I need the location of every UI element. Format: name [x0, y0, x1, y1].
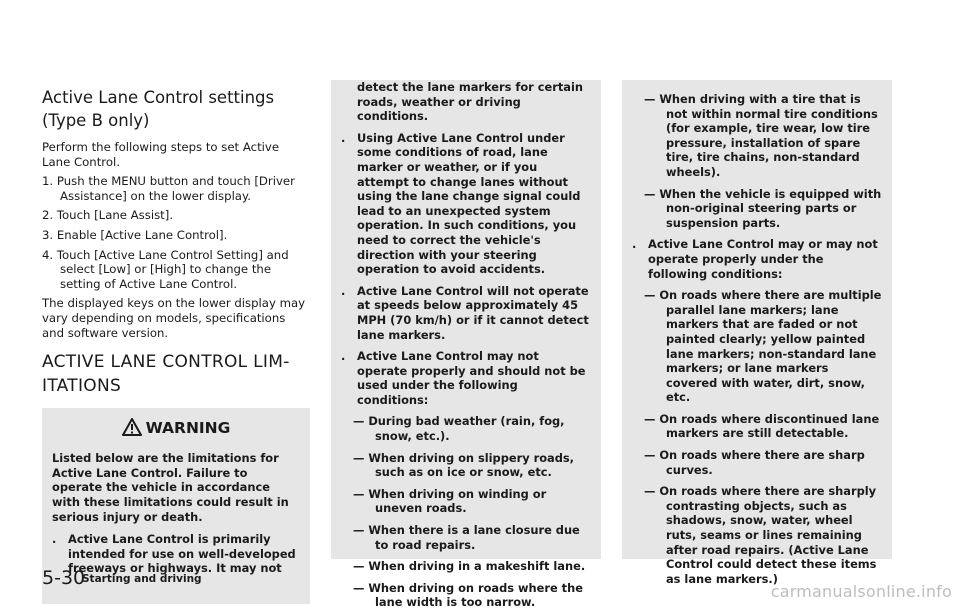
condition-item: — During bad weather (rain, fog, snow, etc.). — [353, 414, 565, 444]
right-column — [622, 80, 892, 586]
condition-item: — When driving with a tire that is not within normal tire conditions (for example, tire wear, low tire pressure, installation of spare tire, tire chains, non-standard wheels). — [644, 92, 878, 179]
step-3: 3. Enable [Active Lane Control]. — [42, 227, 228, 242]
section-title-line2: ITATIONS — [42, 376, 122, 397]
warning-bullet-3 — [341, 284, 591, 342]
bullet-1-continued — [341, 80, 591, 124]
condition-item: — On roads where there are sharp curves. — [644, 448, 865, 477]
condition-item: — When driving on slippery roads, such as on ice or snow, etc. — [353, 450, 574, 480]
warning-bullet-4-text: Active Lane Control may not operate properly and should not be used under the following conditions: — [357, 349, 586, 407]
bullet-dot: . — [341, 130, 346, 145]
bullet-dot: . — [341, 283, 346, 298]
watermark: carmanualsonline.info — [770, 582, 952, 601]
warning-bullet-2 — [341, 131, 591, 277]
warning-bullet-3-text: Active Lane Control will not operate at speeds below approximately 45 MPH (70 km/h) or if it cannot detect lane markers. — [357, 283, 589, 342]
bullet-dot: . — [52, 532, 57, 547]
warning-bullet-5-text: Active Lane Control may or may not operate properly under the following conditions: — [648, 237, 878, 281]
left-column — [42, 80, 310, 604]
warning-bullet-4 — [341, 349, 591, 407]
intro-text: Perform the following steps to set Active Lane Control. — [42, 140, 280, 169]
page-number: 5-30 — [42, 567, 86, 589]
warning-bullet-2-text: Using Active Lane Control under some conditions of road, lane marker or weather, or if you attempt to change lanes without using the lane change signal could lead to an unexpected system operation. In such conditions, you need to correct the vehicle's direction with your steering operation to avoid accidents. — [357, 130, 581, 277]
section-title — [42, 350, 310, 398]
condition-item: — When the vehicle is equipped with non-original steering parts or suspension parts. — [644, 186, 882, 230]
section-label: Starting and driving — [82, 573, 202, 585]
condition-item: — On roads where discontinued lane markers are still detectable. — [644, 411, 880, 441]
bullet-dot: . — [341, 349, 346, 364]
step-1: 1. Push the MENU button and touch [Driver Assistance] on the lower display. — [42, 174, 295, 203]
warning-bullet-1 — [52, 532, 300, 576]
warning-bullet-5 — [632, 237, 882, 281]
bullet-1-continued-text: detect the lane markers for certain roads, weather or driving conditions. — [357, 80, 583, 124]
condition-item: — When driving on roads where the lane width is too narrow. — [353, 580, 583, 610]
warning-header — [52, 418, 300, 437]
section-title-line1: ACTIVE LANE CONTROL LIM- — [42, 352, 290, 373]
warning-bullet-1-text: Active Lane Control is primarily intended for use on well-developed freeways or highways. It may not — [68, 532, 296, 576]
subsection-heading: Active Lane Control settings (Type B only) — [42, 88, 275, 130]
condition-item: — When driving in a makeshift lane. — [353, 559, 586, 574]
middle-column — [331, 80, 601, 610]
condition-item: — When there is a lane closure due to road repairs. — [353, 523, 580, 552]
display-note: The displayed keys on the lower display may vary depending on models, specifications and software version. — [42, 296, 306, 340]
warning-icon — [122, 418, 142, 436]
condition-item: — On roads where there are multiple parallel lane markers; lane markers that are faded or not painted clearly; yellow painted lane markers; non-standard lane markers; or lane markers covered with water, dirt, snow, etc. — [644, 288, 882, 405]
condition-item: — On roads where there are sharply contrasting objects, such as shadows, snow, water, wheel ruts, seams or lines remaining after road repairs. (Active Lane Control could detect these items as lane markers.) — [644, 484, 877, 586]
condition-item: — When driving on winding or uneven roads. — [353, 486, 547, 516]
step-2: 2. Touch [Lane Assist]. — [42, 208, 174, 223]
bullet-dot: . — [632, 237, 637, 252]
warning-paragraph: Listed below are the limitations for Active Lane Control. Failure to operate the vehicle in accordance with these limitations could result in serious injury or death. — [52, 451, 289, 524]
warning-title: WARNING — [145, 419, 231, 438]
step-4: 4. Touch [Active Lane Control Setting] and select [Low] or [High] to change the setting of Active Lane Control. — [42, 247, 289, 291]
